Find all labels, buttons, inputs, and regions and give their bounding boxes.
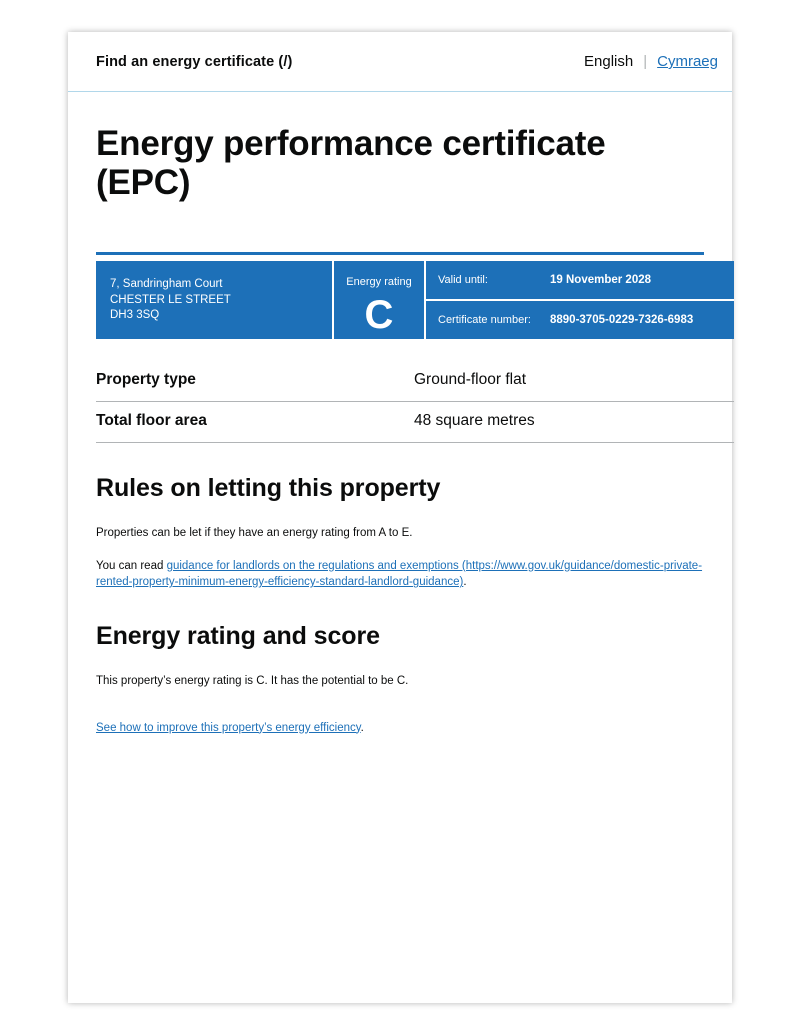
valid-until-label: Valid until: xyxy=(438,274,488,287)
letting-rules-guidance xyxy=(96,558,704,591)
table-row xyxy=(96,361,734,402)
detail-key: Property type xyxy=(96,370,196,388)
letting-rules-paragraph: Properties can be let if they have an energy rating from A to E. xyxy=(96,526,413,539)
document-page xyxy=(68,32,732,1003)
language-separator: | xyxy=(643,53,648,70)
energy-rating-heading: Energy rating and score xyxy=(96,621,380,650)
certificate-meta xyxy=(424,261,734,339)
guidance-prefix: You can read xyxy=(96,559,167,572)
address-line-3: DH3 3SQ xyxy=(110,308,160,321)
certificate-number-row xyxy=(426,299,734,339)
valid-until-value: 19 November 2028 xyxy=(550,274,652,287)
certificate-summary-band xyxy=(96,261,734,339)
language-welsh-link[interactable]: Cymraeg xyxy=(657,53,718,70)
detail-value: 48 square metres xyxy=(414,411,535,429)
language-switcher xyxy=(584,53,718,70)
landlord-guidance-link[interactable]: guidance for landlords on the regulations and exemptions (https://www.gov.uk/guidance/domestic-private-rented-property-minimum-energy-efficiency-standard-landlord-guidance) xyxy=(96,559,703,589)
service-name-link[interactable]: Find an energy certificate (/) xyxy=(96,53,293,70)
improve-efficiency-link[interactable]: See how to improve this property’s energy efficiency xyxy=(96,721,361,734)
detail-value: Ground-floor flat xyxy=(414,370,526,388)
letting-rules-heading: Rules on letting this property xyxy=(96,473,441,502)
improve-link-suffix: . xyxy=(360,721,364,734)
property-address xyxy=(96,261,332,339)
page-content xyxy=(68,124,732,734)
energy-rating-badge xyxy=(332,261,424,339)
table-row xyxy=(96,402,734,443)
certificate-number-label: Certificate number: xyxy=(438,313,531,326)
energy-rating-value: C xyxy=(364,292,394,337)
language-current: English xyxy=(584,53,634,70)
valid-until-row xyxy=(426,261,734,299)
improve-efficiency-block xyxy=(96,722,704,734)
detail-key: Total floor area xyxy=(96,411,207,429)
title-divider xyxy=(96,252,704,255)
energy-rating-label: Energy rating xyxy=(346,276,412,289)
energy-rating-paragraph: This property’s energy rating is C. It has the potential to be C. xyxy=(96,674,409,687)
guidance-suffix: . xyxy=(463,576,467,589)
address-line-2: CHESTER LE STREET xyxy=(110,293,231,306)
address-line-1: 7, Sandringham Court xyxy=(110,278,223,291)
property-details-table xyxy=(96,361,734,443)
page-title: Energy performance certificate (EPC) xyxy=(96,124,606,203)
site-header xyxy=(68,32,732,92)
certificate-number-value: 8890-3705-0229-7326-6983 xyxy=(550,314,694,327)
